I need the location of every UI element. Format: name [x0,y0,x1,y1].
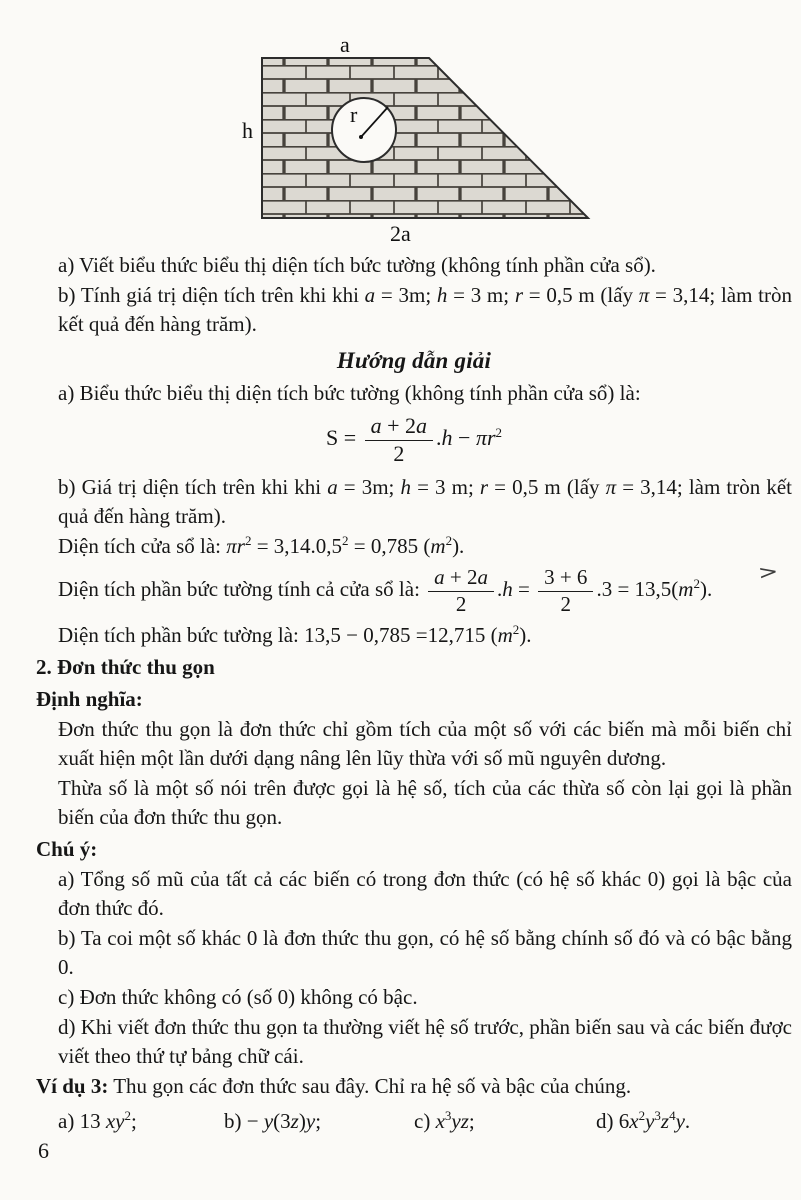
page-content [36,250,792,1137]
note-item-c: c) Đơn thức không có (số 0) không có bậc. [58,985,418,1010]
definition-paragraph-2: Thừa số là một số nói trên được gọi là hệ số, tích của các thừa số còn lại gọi là phần biến của đơn thức thu gọn. [58,776,792,830]
scan-artifact-mark: > [756,559,780,585]
solution-step-b: b) Giá trị diện tích trên khi khi a = 3m; h = 3 m; r = 0,5 m (lấy π = 3,14; làm tròn kết quả đến hàng trăm). [58,475,793,529]
section-2-heading: 2. Đơn thức thu gọn [36,655,215,680]
note-item-b: b) Ta coi một số khác 0 là đơn thức thu gọn, có hệ số bằng chính số đó và có bậc bằng 0. [58,926,792,980]
monomial-d: d) $6x^2y^3z^4y$. [596,1108,691,1134]
note-label: Chú ý: [36,837,98,862]
example-3-line: Ví dụ 3: Thu gọn các đơn thức sau đây. Chỉ ra hệ số và bậc của chúng. [36,1074,632,1099]
solution-heading: Hướng dẫn giải [336,348,492,373]
circle-center-dot [359,135,363,139]
monomial-a: a) 13 $xy^2$; [58,1108,137,1134]
note-item-d: d) Khi viết đơn thức thu gọn ta thường viết hệ số trước, phần biến sau và các biến được viết theo thứ tự bảng chữ cái. [58,1015,792,1069]
monomial-c: c) $x^3yz$; [414,1108,475,1134]
page-number: 6 [38,1138,49,1163]
label-window-radius: r [350,102,358,127]
area-formula: S = $\frac{a + 2a}{2}$ $.h - \pi r^2$ [325,413,503,466]
problem-item-a: a) Viết biểu thức biểu thị diện tích bức tường (không tính phần cửa sổ). [58,253,656,277]
wall-diagram [240,38,610,246]
wall-figure [240,38,610,246]
label-wall-height: h [242,118,253,143]
solution-step-a: a) Biểu thức biểu thị diện tích bức tường (không tính phần cửa sổ) là: [58,381,641,405]
wall-final-line: Diện tích phần bức tường là: 13,5 − 0,785 =12,715 $(m^2)$. [58,622,532,648]
label-bottom-width: 2a [390,221,411,246]
note-item-a: a) Tổng số mũ của tất cả các biến có trong đơn thức (có hệ số khác 0) gọi là bậc của đơn thức đó. [58,867,792,921]
window-area-line: Diện tích cửa sổ là: $\pi r^2 = 3,14.0,5^2 = 0,785$ $(m^2)$. [58,533,465,559]
monomial-b: b) − y(3z)y; [224,1109,322,1134]
definition-label: Định nghĩa: [36,687,143,712]
definition-paragraph-1: Đơn thức thu gọn là đơn thức chỉ gồm tích của một số với các biến mà mỗi biến chỉ xuất hiện một lần dưới dạng nâng lên lũy thừa với số mũ nguyên dương. [58,717,792,771]
brick-wall-shape [262,58,588,218]
monomial-list [36,1106,792,1137]
wall-with-window-line: Diện tích phần bức tường tính cả cửa sổ là: $\frac{a + 2a}{2}$ .h = $\frac{3 + 6}{2}$ $.3 = 13,5(m^2)$. [58,565,713,616]
label-top-width: a [340,38,350,57]
problem-item-b: b) Tính giá trị diện tích trên khi khi a = 3m; h = 3 m; r = 0,5 m (lấy π = 3,14; làm tròn kết quả đến hàng trăm). [58,283,792,336]
